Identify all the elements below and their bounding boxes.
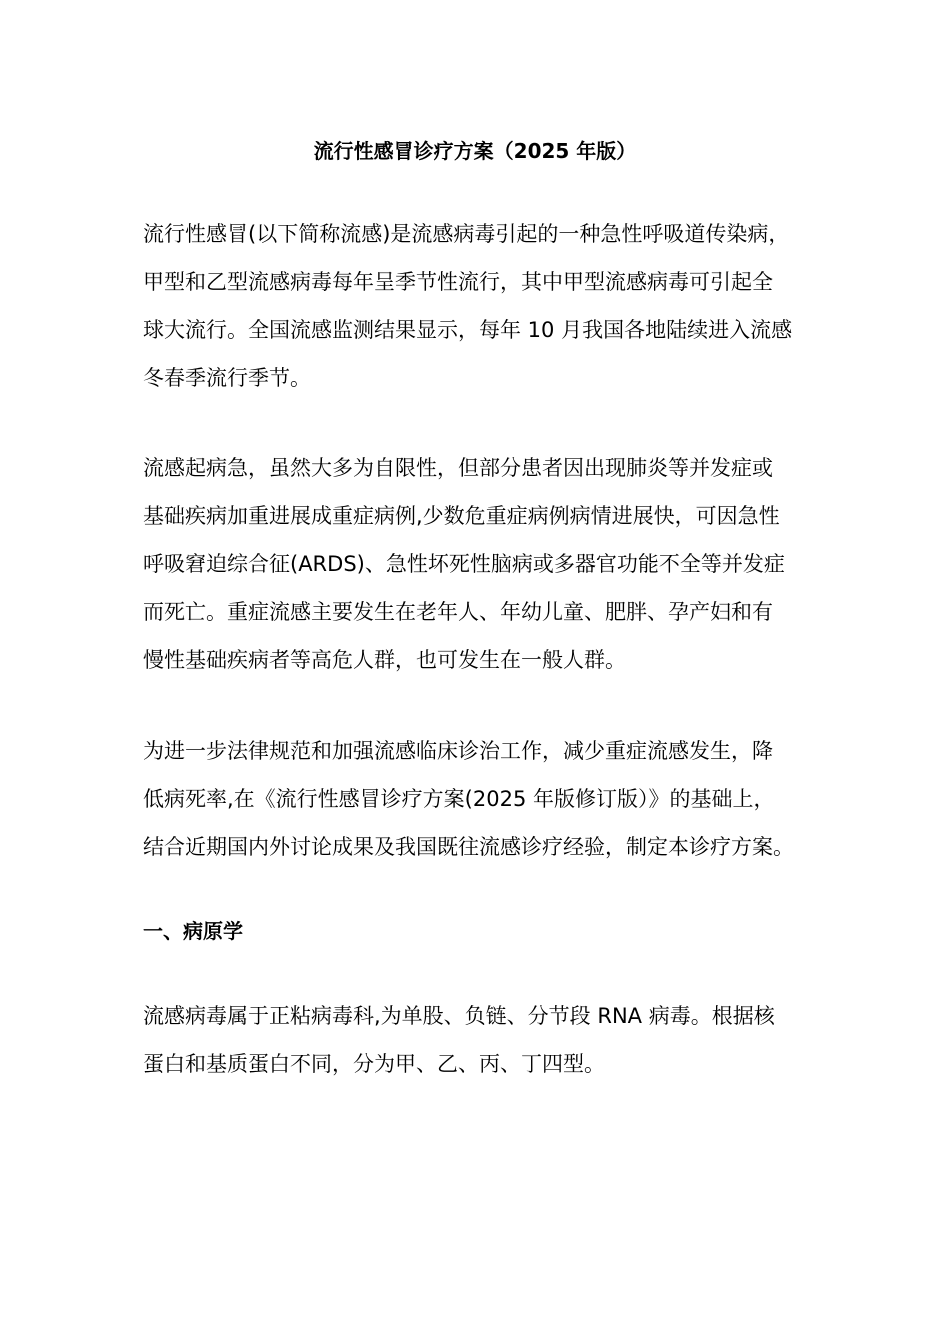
paragraph-line: 流感病毒属于正粘病毒科,为单股、负链、分节段 RNA 病毒。根据核 <box>143 1004 775 1028</box>
paragraph-line: 流行性感冒(以下简称流感)是流感病毒引起的一种急性呼吸道传染病， <box>143 222 790 246</box>
document-title: 流行性感冒诊疗方案（2025 年版） <box>313 139 637 163</box>
paragraph-line: 低病死率,在《流行性感冒诊疗方案(2025 年版修订版）》的基础上， <box>143 787 775 811</box>
section-heading-etiology: 一、病原学 <box>143 919 243 943</box>
paragraph-line: 呼吸窘迫综合征(ARDS)、急性坏死性脑病或多器官功能不全等并发症 <box>143 552 785 576</box>
paragraph-line: 冬春季流行季节。 <box>143 366 311 390</box>
paragraph-line: 甲型和乙型流感病毒每年呈季节性流行，其中甲型流感病毒可引起全 <box>143 270 773 294</box>
paragraph-line: 基础疾病加重进展成重症病例,少数危重症病例病情进展快，可因急性 <box>143 504 780 528</box>
paragraph-line: 为进一步法律规范和加强流感临床诊治工作，减少重症流感发生，降 <box>143 739 773 763</box>
paragraph-line: 球大流行。全国流感监测结果显示，每年 10 月我国各地陆续进入流感 <box>143 318 793 342</box>
paragraph-line: 流感起病急，虽然大多为自限性，但部分患者因出现肺炎等并发症或 <box>143 456 773 480</box>
paragraph-etiology <box>143 992 809 1088</box>
paragraph-severity <box>143 444 809 684</box>
paragraph-purpose <box>143 727 809 871</box>
paragraph-intro <box>143 210 809 402</box>
paragraph-line: 而死亡。重症流感主要发生在老年人、年幼儿童、肥胖、孕产妇和有 <box>143 600 773 624</box>
paragraph-line: 结合近期国内外讨论成果及我国既往流感诊疗经验，制定本诊疗方案。 <box>143 835 794 859</box>
paragraph-line: 慢性基础疾病者等高危人群，也可发生在一般人群。 <box>143 648 626 672</box>
paragraph-line: 蛋白和基质蛋白不同，分为甲、乙、丙、丁四型。 <box>143 1052 605 1076</box>
